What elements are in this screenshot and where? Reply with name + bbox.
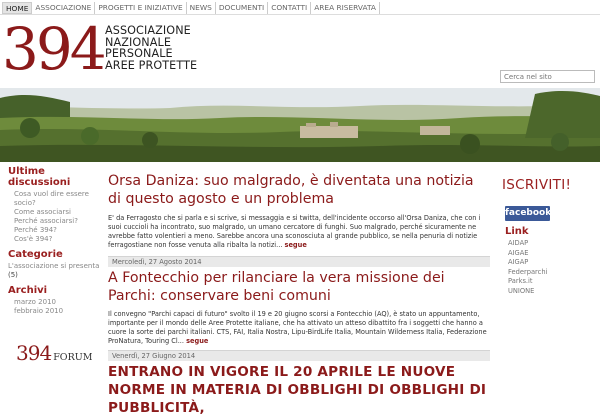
posts-column: [108, 166, 490, 417]
nav-associazione[interactable]: ASSOCIAZIONE: [32, 2, 95, 14]
landscape-banner: [0, 88, 600, 162]
logo-number[interactable]: 394: [2, 15, 104, 83]
facebook-button[interactable]: facebook: [505, 206, 550, 221]
right-sidebar: [500, 166, 600, 297]
external-link[interactable]: UNIONE: [508, 286, 535, 295]
archive-heading: Archivi: [8, 285, 48, 296]
nav-area-riservata[interactable]: AREA RISERVATA: [311, 2, 380, 14]
external-link[interactable]: Parks.it: [508, 277, 533, 286]
post: [108, 363, 490, 417]
external-link[interactable]: AIGAP: [508, 258, 529, 267]
links-list: [500, 239, 600, 297]
subscribe-link[interactable]: ISCRIVITI!: [502, 177, 572, 193]
post-excerpt: [108, 310, 490, 346]
search-input[interactable]: [500, 70, 595, 83]
discussions-list: [0, 190, 108, 244]
nav-progetti[interactable]: PROGETTI E INIZIATIVE: [95, 2, 186, 14]
category-count: (5): [8, 271, 18, 279]
categories-heading: Categorie: [8, 249, 63, 260]
archive-list: [0, 298, 108, 316]
logo-line: NAZIONALE: [105, 35, 172, 49]
post-excerpt: [108, 214, 490, 250]
forum-logo[interactable]: [16, 341, 92, 365]
forum-logo-number: 394: [16, 341, 52, 365]
discussion-link[interactable]: Come associarsi: [14, 208, 71, 216]
external-link[interactable]: Federparchi: [508, 267, 548, 276]
post-excerpt-text: E' da Ferragosto che si parla e si scrive, si messaggia e si twitta, dell'incidente occorso all'Orsa Daniza, che con i suoi cuccioli ha incontrato, suo malgrado, un umano cercatore di funghi. Suo malgrado, perché sicuramente ne avrebbe fatto volentieri a meno. Sarebbe ancora una sconosciuta al grande pubblico, se nella penuria di notizie ferragostiane non fosse venuta alla ribalta la notizi...: [108, 214, 481, 249]
discussions-heading: Ultime discussioni: [8, 166, 71, 188]
post-title[interactable]: A Fontecchio per rilanciare la vera missione dei Parchi: conservare beni comuni: [108, 270, 445, 304]
discussion-link[interactable]: Cosa vuol dire essere socio?: [14, 190, 89, 207]
post-date: Mercoledì, 27 Agosto 2014: [108, 256, 490, 267]
logo-line: PERSONALE: [105, 47, 173, 61]
category-link[interactable]: L'associazione si presenta: [8, 262, 100, 270]
read-more-link[interactable]: segue: [186, 337, 209, 345]
landscape-illustration: [0, 88, 600, 162]
links-heading: Link: [505, 226, 529, 237]
logo-text[interactable]: [105, 25, 197, 71]
archive-link[interactable]: febbraio 2010: [14, 307, 64, 315]
discussion-link[interactable]: Cos'è 394?: [14, 235, 53, 243]
archive-link[interactable]: marzo 2010: [14, 298, 56, 306]
categories-list: [0, 262, 108, 280]
forum-logo-word: FORUM: [53, 352, 93, 363]
post-title[interactable]: ENTRANO IN VIGORE IL 20 APRILE LE NUOVE NORME IN MATERIA DI OBBLIGHI DI OBBLIGHI DI PUBBLICITÀ,: [108, 364, 487, 416]
left-sidebar: [0, 166, 108, 316]
discussion-link[interactable]: Perché associarsi?: [14, 217, 78, 225]
top-navigation: [2, 2, 380, 14]
nav-contatti[interactable]: CONTATTI: [268, 2, 311, 14]
external-link[interactable]: AIDAP: [508, 239, 529, 247]
post: [108, 172, 490, 250]
post-excerpt-text: Il convegno "Parchi capaci di futuro" svolto il 19 e 20 giugno scorsi a Fontecchio (AQ), è stato un appuntamento, importante per il mondo delle Aree Protette italiane, che ha attivato un atteso dibattito fra i soggetti che hanno a cuore la sorte dei parchi italiani. CTS, FAI, Italia Nostra, Lipu-BirdLife Italia, Mountain Wilderness Italia, Federazione ProNatura, Touring Cl...: [108, 310, 487, 345]
logo-line: ASSOCIAZIONE: [105, 24, 191, 37]
nav-documenti[interactable]: DOCUMENTI: [216, 2, 268, 14]
logo-line: AREE PROTETTE: [105, 58, 198, 72]
read-more-link[interactable]: segue: [284, 241, 307, 249]
post: [108, 269, 490, 346]
nav-home[interactable]: HOME: [2, 2, 32, 14]
post-title[interactable]: Orsa Daniza: suo malgrado, è diventata una notizia di questo agosto e un problema: [108, 173, 474, 207]
external-link[interactable]: AIGAE: [508, 248, 529, 257]
nav-news[interactable]: NEWS: [187, 2, 216, 14]
discussion-link[interactable]: Perché 394?: [14, 226, 57, 234]
post-date: Venerdì, 27 Giugno 2014: [108, 350, 490, 361]
